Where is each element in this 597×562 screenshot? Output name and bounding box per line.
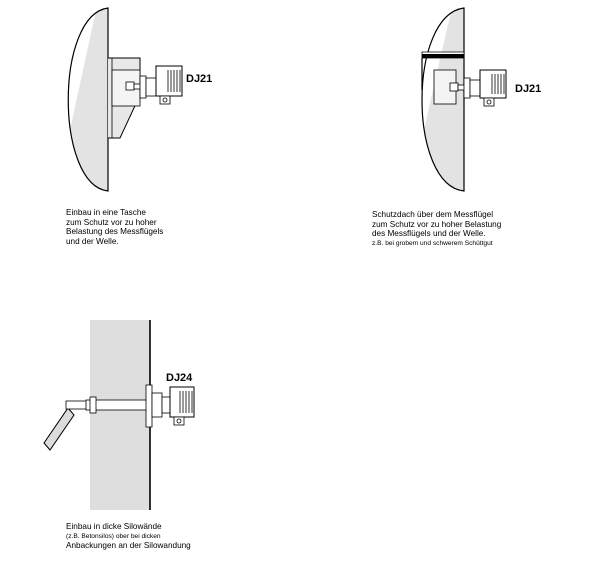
caption-pocket-installation	[66, 208, 163, 246]
caption-line: zum Schutz vor zu hoher Belastung	[372, 219, 502, 229]
thick-silo-wall	[90, 320, 150, 510]
device-label-dj21: DJ21	[186, 73, 213, 85]
caption-line: Einbau in dicke Silowände	[66, 522, 162, 531]
caption-line: Einbau in eine Tasche	[66, 208, 146, 217]
caption-line: Schutzdach über dem Messflügel	[372, 210, 494, 219]
caption-note: (z.B. Betonsilos) ober bei dicken	[66, 532, 161, 540]
device-label-dj24: DJ24	[166, 372, 193, 384]
caption-note: z.B. bei grobem und schwerem Schüttgut	[372, 239, 493, 247]
diagram-pocket-installation	[0, 0, 300, 200]
diagram-protective-roof	[350, 0, 597, 200]
caption-line: des Messflügels und der Welle.	[372, 229, 486, 239]
sensor-housing	[170, 387, 194, 417]
device-label-dj21: DJ21	[515, 83, 542, 95]
caption-protective-roof	[372, 210, 501, 248]
caption-line: Anbackungen an der Silowandung	[66, 541, 191, 551]
sensor-housing	[480, 70, 506, 98]
caption-line: Belastung des Messflügels	[66, 227, 164, 237]
sensor-housing	[156, 66, 182, 96]
silo-wall	[68, 8, 108, 191]
caption-line: zum Schutz vor zu hoher	[66, 217, 157, 227]
paddle	[44, 408, 74, 450]
diagram-thick-silo-wall	[30, 305, 250, 515]
caption-thick-silo-wall	[66, 522, 191, 551]
caption-line: und der Welle.	[66, 236, 119, 246]
